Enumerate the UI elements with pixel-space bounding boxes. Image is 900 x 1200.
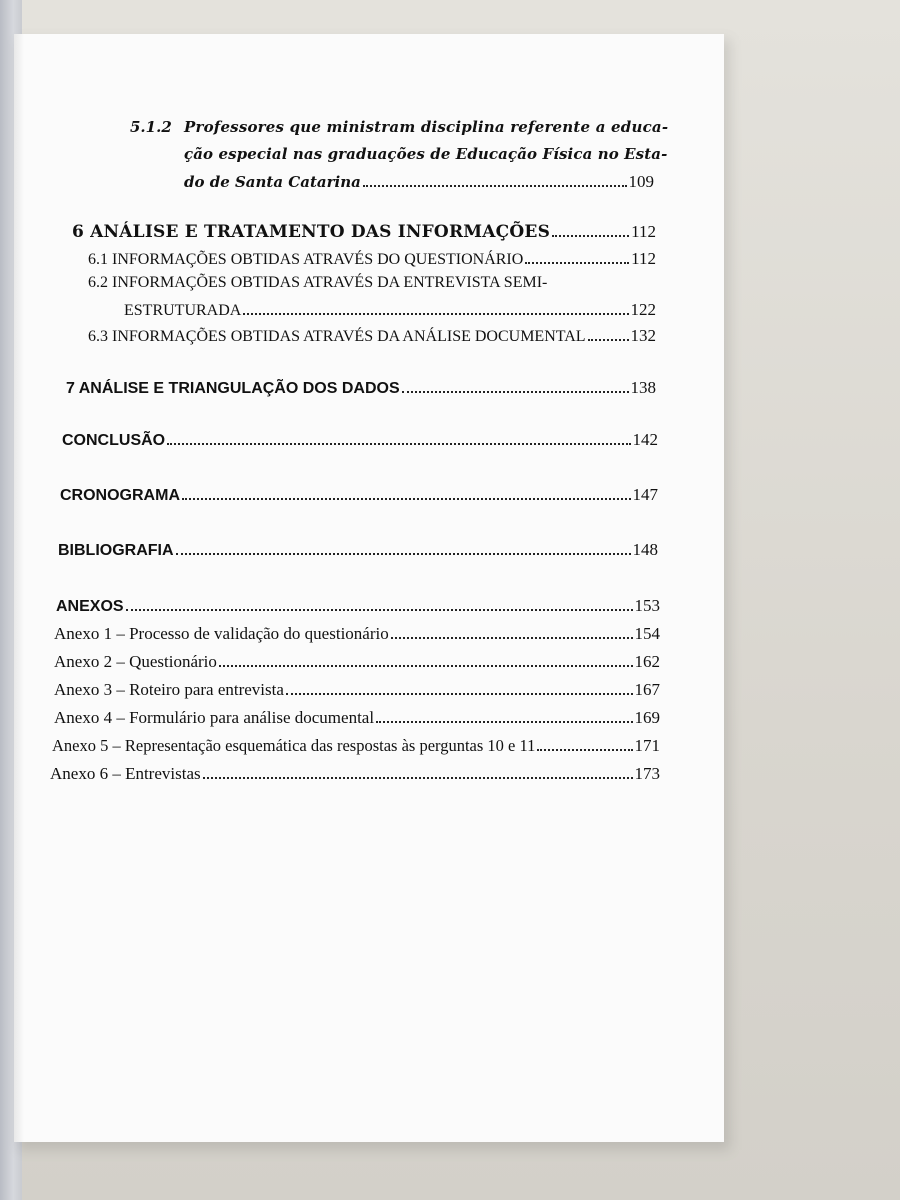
annex-label: Anexo 4 – Formulário para análise documental: [54, 708, 375, 727]
toc-section-62-line2: ESTRUTURADA: [124, 302, 242, 319]
page-number: 112: [631, 249, 656, 268]
toc-section-61-label: 6.1 INFORMAÇÕES OBTIDAS ATRAVÉS DO QUESTIONÁRIO: [88, 251, 524, 268]
toc-bibliografia-label: BIBLIOGRAFIA: [58, 542, 174, 559]
toc-cronograma-label: CRONOGRAMA: [60, 487, 180, 504]
annex-label: Anexo 6 – Entrevistas: [50, 764, 201, 783]
toc-anexos-label: ANEXOS: [56, 598, 124, 615]
toc-chapter-6: [72, 222, 656, 242]
dot-leader: [588, 339, 629, 341]
toc-chapter-6-label: 6 ANÁLISE E TRATAMENTO DAS INFORMAÇÕES: [72, 222, 551, 242]
toc-chapter-7-label: 7 ANÁLISE E TRIANGULAÇÃO DOS DADOS: [66, 380, 400, 397]
page-number: 132: [630, 326, 656, 345]
dot-leader: [376, 721, 632, 723]
toc-conclusao: [62, 430, 658, 450]
toc-section-63: [88, 326, 656, 346]
page-number: 147: [632, 485, 658, 504]
dot-leader: [243, 313, 628, 315]
toc-annex-6: [50, 764, 660, 784]
toc-section-63-label: 6.3 INFORMAÇÕES OBTIDAS ATRAVÉS DA ANÁLISE DOCUMENTAL: [88, 328, 586, 345]
dot-leader: [176, 553, 631, 555]
page-number: 142: [632, 430, 658, 449]
page-number: 153: [634, 596, 660, 615]
toc-section-62: [124, 300, 656, 320]
toc-chapter-7: [66, 378, 656, 398]
dot-leader: [203, 777, 633, 779]
book-page: [14, 34, 724, 1142]
dot-leader: [402, 391, 629, 393]
page-number: 154: [634, 624, 660, 643]
page-number: 173: [634, 764, 660, 783]
page-number: 138: [630, 378, 656, 397]
toc-annex-3: [54, 680, 660, 700]
annex-label: Anexo 1 – Processo de validação do questionário: [54, 624, 389, 643]
toc-512-line2: ção especial nas graduações de Educação Física no Esta-: [184, 145, 668, 163]
page-number: 148: [632, 540, 658, 559]
annex-label: Anexo 5 – Representação esquemática das respostas às perguntas 10 e 11: [52, 736, 536, 755]
page-number: 171: [634, 736, 660, 755]
toc-bibliografia: [58, 540, 658, 560]
dot-leader: [182, 498, 631, 500]
toc-section-62-line1: 6.2 INFORMAÇÕES OBTIDAS ATRAVÉS DA ENTREVISTA SEMI-: [88, 274, 548, 291]
dot-leader: [126, 609, 633, 611]
page-number: 122: [630, 300, 656, 319]
page-number: 112: [631, 222, 656, 241]
toc-512-number: 5.1.2: [130, 118, 172, 136]
toc-cronograma: [60, 485, 658, 505]
toc-conclusao-label: CONCLUSÃO: [62, 432, 166, 449]
toc-annex-2: [54, 652, 660, 672]
toc-annex-4: [54, 708, 660, 728]
dot-leader: [286, 693, 633, 695]
dot-leader: [219, 665, 633, 667]
page-number: 167: [634, 680, 660, 699]
dot-leader: [552, 235, 629, 237]
toc-annex-1: [54, 624, 660, 644]
dot-leader: [537, 749, 632, 751]
page-number: 169: [634, 708, 660, 727]
dot-leader: [391, 637, 633, 639]
toc-512-line1: Professores que ministram disciplina referente a educa-: [184, 118, 669, 136]
dot-leader: [363, 185, 627, 187]
dot-leader: [525, 262, 629, 264]
page-number: 109: [628, 172, 654, 191]
toc-512-line3: do de Santa Catarina: [184, 173, 361, 191]
toc-anexos: [56, 596, 660, 616]
annex-label: Anexo 2 – Questionário: [54, 652, 217, 671]
toc-annex-5: [52, 736, 660, 756]
toc-entry-512: [184, 172, 654, 192]
page-gutter: [14, 34, 24, 1142]
toc-section-61: [88, 249, 656, 269]
annex-label: Anexo 3 – Roteiro para entrevista: [54, 680, 284, 699]
dot-leader: [167, 443, 630, 445]
page-number: 162: [634, 652, 660, 671]
